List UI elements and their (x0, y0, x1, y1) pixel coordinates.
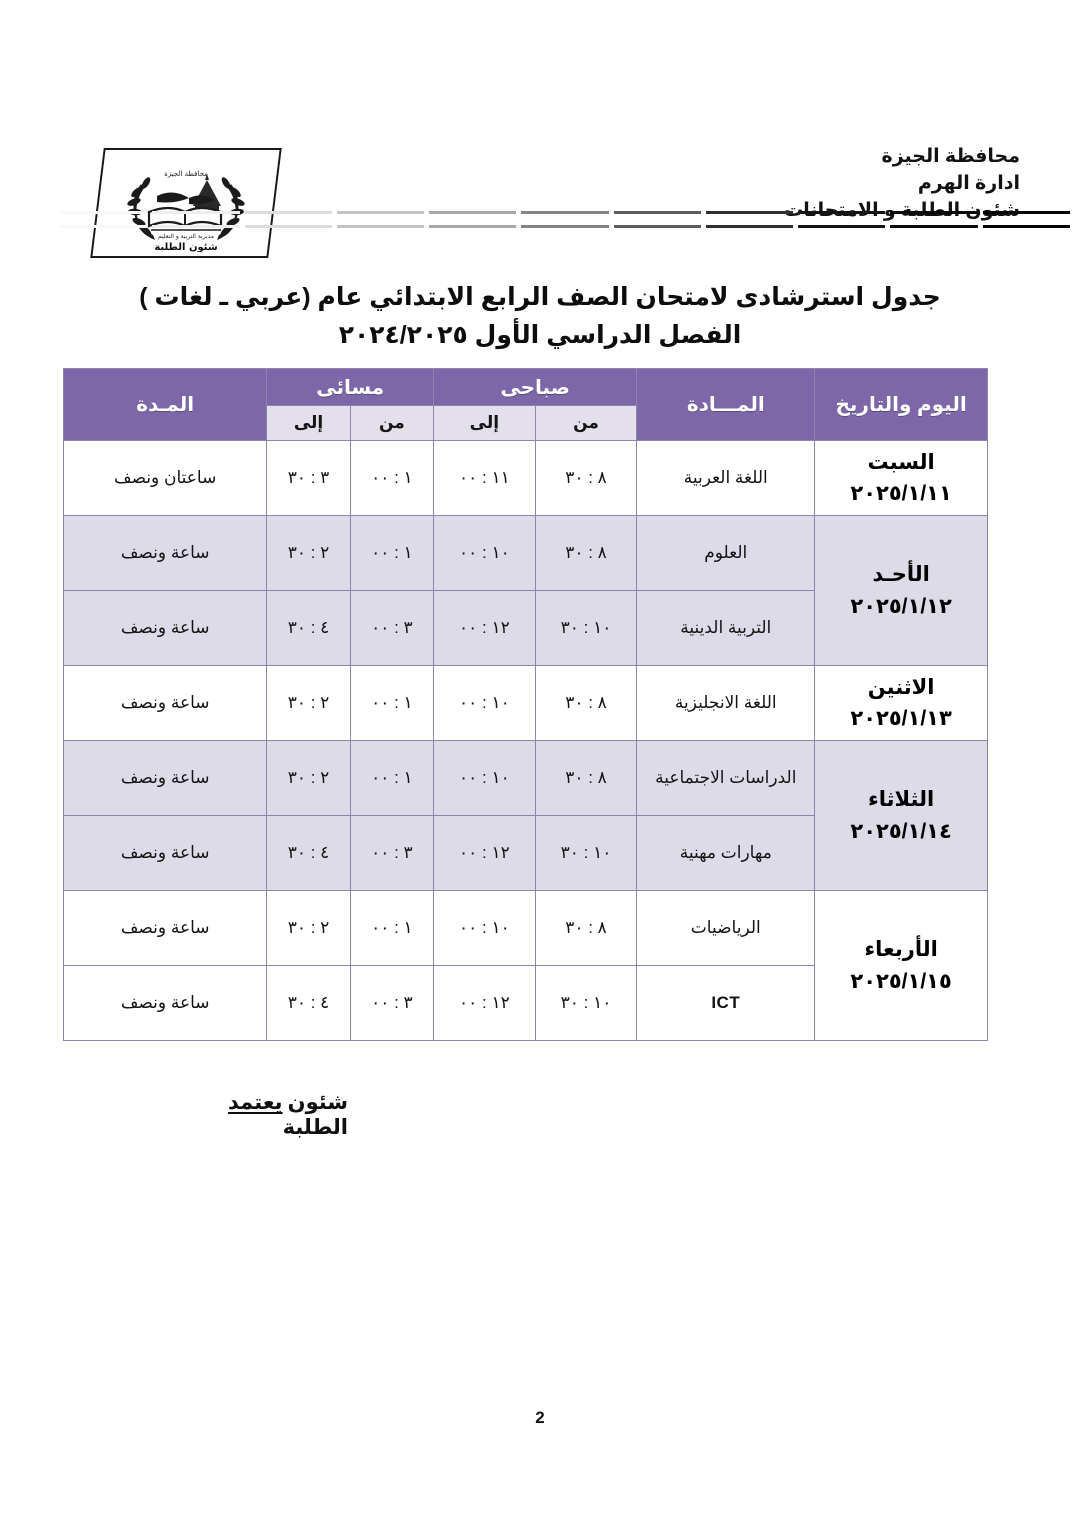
cell-morning-from: ٨ : ٣٠ (535, 891, 637, 966)
table-head (64, 369, 988, 441)
day-date: ٢٠٢٥/١/١٣ (850, 707, 952, 730)
cell-day-date (815, 741, 988, 891)
emblem-art (97, 148, 275, 258)
table-body (64, 441, 988, 1041)
rule-segment (60, 211, 147, 228)
rule-segment (429, 211, 516, 228)
emblem-icon (111, 154, 261, 252)
cell-morning-from: ٨ : ٣٠ (535, 441, 637, 516)
cell-morning-to: ١٢ : ٠٠ (434, 966, 536, 1041)
exam-schedule-table-wrapper (63, 368, 988, 1041)
cell-morning-from: ٨ : ٣٠ (535, 516, 637, 591)
col-header-day-date: اليوم والتاريخ (815, 369, 988, 441)
org-line-department: شئون الطلبة و الامتحانات (784, 199, 1020, 221)
cell-morning-to: ١٢ : ٠٠ (434, 816, 536, 891)
cell-morning-to: ١٠ : ٠٠ (434, 891, 536, 966)
rule-segment (521, 211, 608, 228)
svg-text:محافظة الجيزة: محافظة الجيزة (164, 170, 208, 178)
cell-duration: ساعة ونصف (64, 966, 267, 1041)
cell-evening-from: ٣ : ٠٠ (350, 966, 433, 1041)
rule-segment (337, 211, 424, 228)
col-header-duration: المـدة (64, 369, 267, 441)
signature-student-affairs: شئون الطلبة (282, 1091, 348, 1139)
cell-evening-to: ٢ : ٣٠ (267, 741, 350, 816)
svg-text:مديرية التربية و التعليم: مديرية التربية و التعليم (157, 233, 215, 240)
cell-morning-from: ٨ : ٣٠ (535, 666, 637, 741)
org-line-governorate: محافظة الجيزة (881, 146, 1020, 167)
cell-duration: ساعة ونصف (64, 666, 267, 741)
signature-row (63, 1090, 988, 1140)
cell-morning-to: ١٠ : ٠٠ (434, 741, 536, 816)
cell-morning-to: ١٢ : ٠٠ (434, 591, 536, 666)
cell-morning-from: ١٠ : ٣٠ (535, 966, 637, 1041)
cell-duration: ساعتان ونصف (64, 441, 267, 516)
day-date: ٢٠٢٥/١/١٢ (850, 594, 952, 618)
col-header-morning-from: من (535, 406, 637, 441)
cell-subject: التربية الدينية (637, 591, 815, 666)
cell-evening-to: ٢ : ٣٠ (267, 666, 350, 741)
day-name: الثلاثاء (868, 788, 935, 811)
table-header-row-1 (64, 369, 988, 406)
cell-evening-from: ١ : ٠٠ (350, 516, 433, 591)
cell-duration: ساعة ونصف (64, 591, 267, 666)
rule-segment (890, 211, 977, 228)
cell-evening-to: ٣ : ٣٠ (267, 441, 350, 516)
rule-segment (983, 211, 1070, 228)
page-number: 2 (535, 1408, 545, 1427)
col-header-evening: مسائى (267, 369, 434, 406)
cell-day-date (815, 441, 988, 516)
col-header-evening-from: من (350, 406, 433, 441)
day-date: ٢٠٢٥/١/١٥ (850, 969, 952, 993)
day-date: ٢٠٢٥/١/١١ (850, 482, 952, 505)
svg-text:شئون الطلبة: شئون الطلبة (154, 242, 218, 252)
table-row (64, 891, 988, 966)
cell-subject: اللغة العربية (637, 441, 815, 516)
letterhead (0, 140, 1080, 260)
cell-duration: ساعة ونصف (64, 816, 267, 891)
decorative-rule (60, 212, 1070, 226)
cell-duration: ساعة ونصف (64, 891, 267, 966)
rule-segment (152, 211, 239, 228)
cell-subject: الرياضيات (637, 891, 815, 966)
day-name: الأربعاء (864, 938, 938, 961)
cell-evening-from: ٣ : ٠٠ (350, 591, 433, 666)
cell-subject: مهارات مهنية (637, 816, 815, 891)
cell-day-date (815, 516, 988, 666)
table-row (64, 666, 988, 741)
cell-evening-to: ٤ : ٣٠ (267, 591, 350, 666)
cell-day-date (815, 666, 988, 741)
cell-evening-from: ١ : ٠٠ (350, 441, 433, 516)
cell-evening-to: ٢ : ٣٠ (267, 516, 350, 591)
cell-evening-from: ١ : ٠٠ (350, 666, 433, 741)
page-title: جدول استرشادى لامتحان الصف الرابع الابتدائي عام (عربي ـ لغات ) (139, 283, 941, 311)
cell-evening-to: ٢ : ٣٠ (267, 891, 350, 966)
rule-segment (614, 211, 701, 228)
cell-morning-from: ٨ : ٣٠ (535, 741, 637, 816)
cell-subject: اللغة الانجليزية (637, 666, 815, 741)
cell-day-date (815, 891, 988, 1041)
day-name: الاثنين (867, 675, 935, 699)
cell-evening-from: ١ : ٠٠ (350, 741, 433, 816)
cell-morning-from: ١٠ : ٣٠ (535, 816, 637, 891)
table-row (64, 516, 988, 591)
cell-evening-from: ٣ : ٠٠ (350, 816, 433, 891)
day-date: ٢٠٢٥/١/١٤ (850, 819, 952, 843)
cell-duration: ساعة ونصف (64, 741, 267, 816)
page-subtitle: الفصل الدراسي الأول ٢٠٢٤/٢٠٢٥ (338, 321, 742, 349)
exam-schedule-table (63, 368, 988, 1041)
table-row (64, 441, 988, 516)
col-header-morning: صباحى (434, 369, 637, 406)
col-header-evening-to: إلى (267, 406, 350, 441)
cell-morning-to: ١١ : ٠٠ (434, 441, 536, 516)
day-name: الأحـد (872, 563, 930, 586)
cell-morning-to: ١٠ : ٠٠ (434, 666, 536, 741)
signature-approved-by: يعتمد (228, 1091, 283, 1114)
col-header-morning-to: إلى (434, 406, 536, 441)
rule-segment (798, 211, 885, 228)
org-line-administration: ادارة الهرم (917, 172, 1020, 194)
cell-subject: ICT (637, 966, 815, 1041)
table-row (64, 741, 988, 816)
cell-morning-to: ١٠ : ٠٠ (434, 516, 536, 591)
cell-subject: العلوم (637, 516, 815, 591)
col-header-subject: المـــادة (637, 369, 815, 441)
cell-evening-from: ١ : ٠٠ (350, 891, 433, 966)
cell-duration: ساعة ونصف (64, 516, 267, 591)
page-title-block (0, 282, 1080, 350)
cell-morning-from: ١٠ : ٣٠ (535, 591, 637, 666)
day-name: السبت (867, 450, 935, 474)
rule-segment (706, 211, 793, 228)
ministry-emblem (97, 148, 275, 258)
cell-subject: الدراسات الاجتماعية (637, 741, 815, 816)
rule-segment (245, 211, 332, 228)
cell-evening-to: ٤ : ٣٠ (267, 816, 350, 891)
cell-evening-to: ٤ : ٣٠ (267, 966, 350, 1041)
